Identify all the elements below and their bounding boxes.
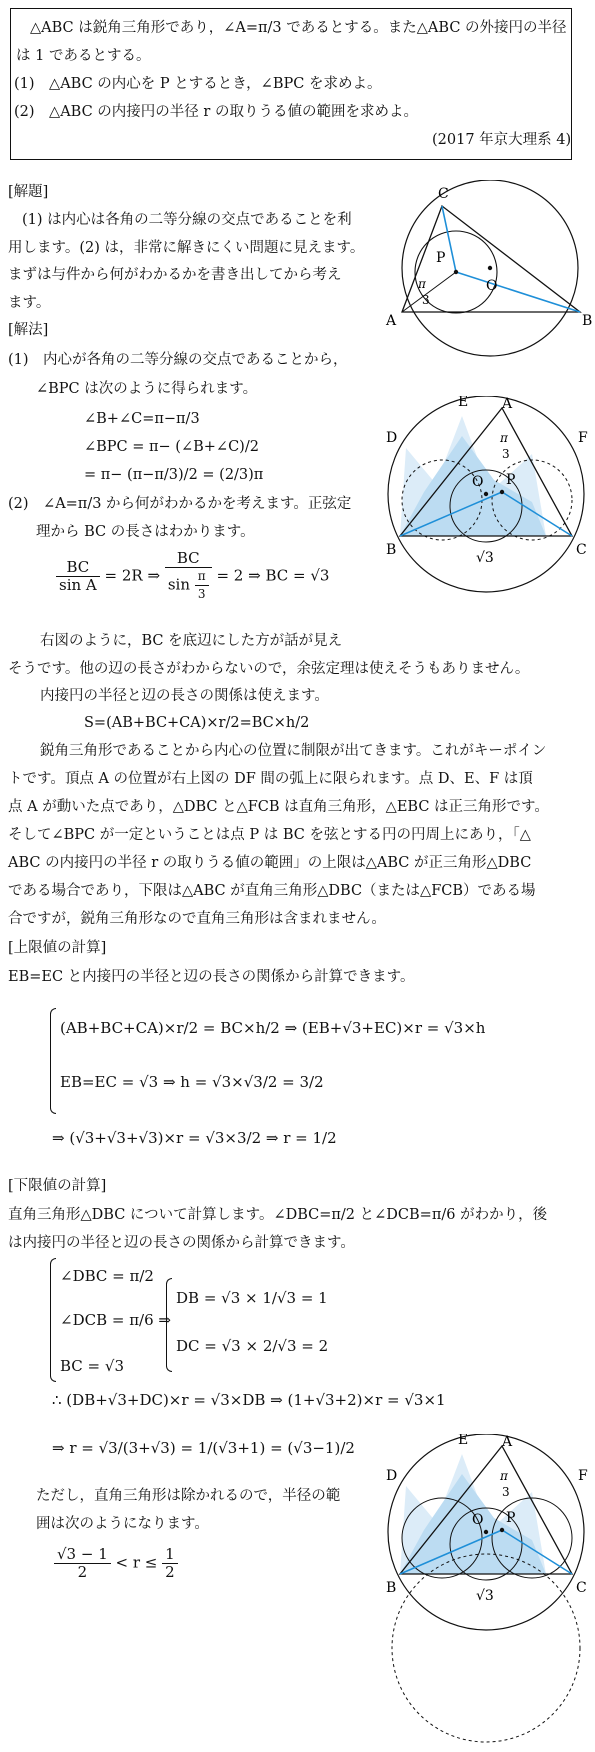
sine-law-2r: = 2R ⇒ bbox=[104, 566, 161, 585]
solution-1-line-2: ∠BPC は次のように得られます。 bbox=[36, 381, 258, 397]
lower-angle-dcb: ∠DCB = π/6 ⇒ bbox=[60, 1311, 171, 1329]
label-p: P bbox=[436, 250, 446, 266]
label-sqrt3-2: √3 bbox=[476, 550, 494, 566]
label-b-3: B bbox=[386, 1580, 397, 1596]
label-a-2: A bbox=[502, 396, 513, 412]
label-3: 3 bbox=[422, 293, 430, 307]
label-c-2: C bbox=[576, 542, 587, 558]
label-sqrt3-3: √3 bbox=[476, 1588, 494, 1604]
lower-line-2: は内接円の半径と辺の長さの関係から計算できます。 bbox=[8, 1235, 355, 1251]
label-d-3: D bbox=[386, 1468, 398, 1484]
label-o: O bbox=[486, 278, 498, 294]
label-pi-2: π bbox=[500, 431, 508, 445]
figure-lower-bound-diagram bbox=[382, 1434, 594, 1744]
point-p bbox=[454, 270, 458, 274]
label-e-3: E bbox=[458, 1434, 469, 1448]
kaidai-line-2: 用します。(2) は，非常に解きにくい問題に見えます。 bbox=[8, 240, 365, 256]
lower-dc: DC = √3 × 2/√3 = 2 bbox=[176, 1337, 329, 1355]
paragraph-line-5: 鋭角三角形であることから内心の位置に制限が出てきます。これがキーポイン bbox=[40, 743, 547, 759]
point-o bbox=[488, 266, 492, 270]
problem-line-2: は 1 であるとする。 bbox=[16, 48, 151, 64]
label-d-2: D bbox=[386, 430, 398, 446]
figure-locus-diagram bbox=[382, 396, 594, 614]
upper-heading: [上限値の計算] bbox=[8, 940, 107, 956]
kaidai-heading: [解題] bbox=[8, 184, 49, 200]
problem-line-1: △ABC は鋭角三角形であり，∠A=π/3 であるとする。また△ABC の外接円の半径 bbox=[30, 20, 567, 36]
label-c: C bbox=[438, 186, 449, 202]
paragraph-line-6: トです。頂点 A の位置が右上図の DF 間の弧上に限られます。点 D、E、F は頂 bbox=[8, 771, 533, 787]
upper-equation-3: ⇒ (√3+√3+√3)×r = √3×3/2 ⇒ r = 1/2 bbox=[52, 1129, 337, 1147]
upper-equation-2: EB=EC = √3 ⇒ h = √3×√3/2 = 3/2 bbox=[60, 1073, 324, 1091]
paragraph-line-2: そうです。他の辺の長さがわからないので，余弦定理は使えそうもありません。 bbox=[8, 661, 530, 677]
paragraph-line-3: 内接円の半径と辺の長さの関係は使えます。 bbox=[40, 688, 329, 704]
sine-law-result: = 2 ⇒ BC = √3 bbox=[216, 566, 330, 585]
solution-2-line-1: (2) ∠A=π/3 から何がわかるかを考えます。正弦定 bbox=[8, 496, 352, 512]
kaidai-line-1: (1) は内心は各角の二等分線の交点であることを利 bbox=[22, 212, 352, 228]
paragraph-line-10: である場合であり，下限は△ABC が直角三角形△DBC（または△FCB）である場 bbox=[8, 883, 536, 899]
label-f-2: F bbox=[578, 430, 588, 446]
sine-law-3: 3 bbox=[197, 587, 206, 601]
problem-source: (2017 年京大理系 4) bbox=[432, 132, 572, 148]
lower-equation-4: ∴ (DB+√3+DC)×r = √3×DB ⇒ (1+√3+2)×r = √3×1 bbox=[52, 1391, 446, 1409]
lower-db: DB = √3 × 1/√3 = 1 bbox=[176, 1289, 328, 1307]
problem-question-2: (2) △ABC の内接円の半径 r の取りうる値の範囲を求めよ。 bbox=[14, 104, 418, 120]
solution-1-line-1: (1) 内心が各角の二等分線の交点であることから， bbox=[8, 352, 348, 368]
label-a: A bbox=[386, 313, 397, 329]
lower-heading: [下限値の計算] bbox=[8, 1178, 107, 1194]
figure-incircle-diagram bbox=[382, 180, 594, 358]
paragraph-line-9: ABC の内接円の半径 r の取りうる値の範囲」の上限は△ABC が正三角形△DBC bbox=[8, 855, 532, 871]
label-3-3: 3 bbox=[502, 1485, 510, 1499]
sine-law-pi: π bbox=[195, 568, 209, 586]
paragraph-line-7: 点 A が動いた点であり，△DBC と△FCB は直角三角形，△EBC は正三角形です。 bbox=[8, 799, 549, 815]
final-numerator: √3 − 1 bbox=[54, 1546, 111, 1564]
area-equation: S=(AB+BC+CA)×r/2=BC×h/2 bbox=[84, 715, 310, 731]
paragraph-line-8: そして∠BPC が一定ということは点 P は BC を弦とする円の円周上にあり，「△ bbox=[8, 827, 531, 843]
label-pi-3: π bbox=[500, 1469, 508, 1483]
lower-bc: BC = √3 bbox=[60, 1357, 124, 1375]
point-p-2 bbox=[500, 490, 504, 494]
kaidai-line-4: ます。 bbox=[8, 295, 51, 311]
final-numerator-2: 1 bbox=[162, 1546, 178, 1564]
upper-brace bbox=[50, 1008, 56, 1114]
equation-angle-sum: ∠B+∠C=π−π/3 bbox=[84, 411, 200, 427]
label-o-2: O bbox=[472, 474, 484, 490]
solution-2-line-2: 理から BC の長さはわかります。 bbox=[36, 524, 255, 540]
upper-equation-1: (AB+BC+CA)×r/2 = BC×h/2 ⇒ (EB+√3+EC)×r = √3×h bbox=[60, 1019, 486, 1037]
lower-angle-dbc: ∠DBC = π/2 bbox=[60, 1267, 154, 1285]
final-range bbox=[54, 1546, 178, 1581]
kaidai-line-3: まずは与件から何がわかるかを書き出してから考え bbox=[8, 267, 342, 283]
label-3-2: 3 bbox=[502, 447, 510, 461]
kaiho-heading: [解法] bbox=[8, 322, 49, 338]
sine-law-bc-2: BC bbox=[165, 550, 212, 568]
locus-circle-3 bbox=[392, 1554, 580, 1742]
sine-law-sin: sin bbox=[167, 575, 190, 594]
lower-brace-right bbox=[166, 1278, 172, 1372]
upper-line-1: EB=EC と内接円の半径と辺の長さの関係から計算できます。 bbox=[8, 969, 415, 985]
lower-brace-left bbox=[50, 1258, 56, 1382]
final-line-2: 囲は次のようになります。 bbox=[36, 1516, 209, 1532]
equation-bpc: ∠BPC = π− (∠B+∠C)/2 bbox=[84, 439, 259, 455]
problem-question-1: (1) △ABC の内心を P とするとき，∠BPC を求めよ。 bbox=[14, 76, 382, 92]
lower-line-1: 直角三角形△DBC について計算します。∠DBC=π/2 と∠DCB=π/6 がわかり，後 bbox=[8, 1207, 548, 1223]
label-f-3: F bbox=[578, 1468, 588, 1484]
point-o-2 bbox=[484, 492, 488, 496]
label-o-3: O bbox=[472, 1512, 484, 1528]
sine-law-sina: sin A bbox=[59, 576, 97, 594]
paragraph-line-1: 右図のように，BC を底辺にした方が話が見え bbox=[40, 633, 343, 649]
label-e-2: E bbox=[458, 396, 469, 410]
equation-bpc-result: = π− (π−π/3)/2 = (2/3)π bbox=[84, 467, 264, 483]
segment-bp bbox=[456, 272, 580, 312]
sine-law-equation bbox=[56, 550, 329, 603]
label-p-3: P bbox=[506, 1510, 516, 1526]
label-c-3: C bbox=[576, 1580, 587, 1596]
lower-equation-5: ⇒ r = √3/(3+√3) = 1/(√3+1) = (√3−1)/2 bbox=[52, 1439, 355, 1457]
final-inequality: < r ≤ bbox=[115, 1553, 158, 1572]
label-p-2: P bbox=[506, 472, 516, 488]
final-line-1: ただし，直角三角形は除かれるので，半径の範 bbox=[36, 1488, 341, 1504]
point-p-3 bbox=[500, 1528, 504, 1532]
final-denominator: 2 bbox=[77, 1563, 88, 1581]
label-b: B bbox=[582, 313, 593, 329]
sine-law-bc: BC bbox=[56, 559, 100, 577]
final-denominator-2: 2 bbox=[165, 1563, 175, 1581]
label-b-2: B bbox=[386, 542, 397, 558]
label-pi: π bbox=[418, 277, 426, 291]
point-o-3 bbox=[484, 1530, 488, 1534]
label-a-3: A bbox=[502, 1434, 513, 1450]
paragraph-line-11: 合ですが，鋭角三角形なので直角三角形は含まれません。 bbox=[8, 911, 386, 927]
